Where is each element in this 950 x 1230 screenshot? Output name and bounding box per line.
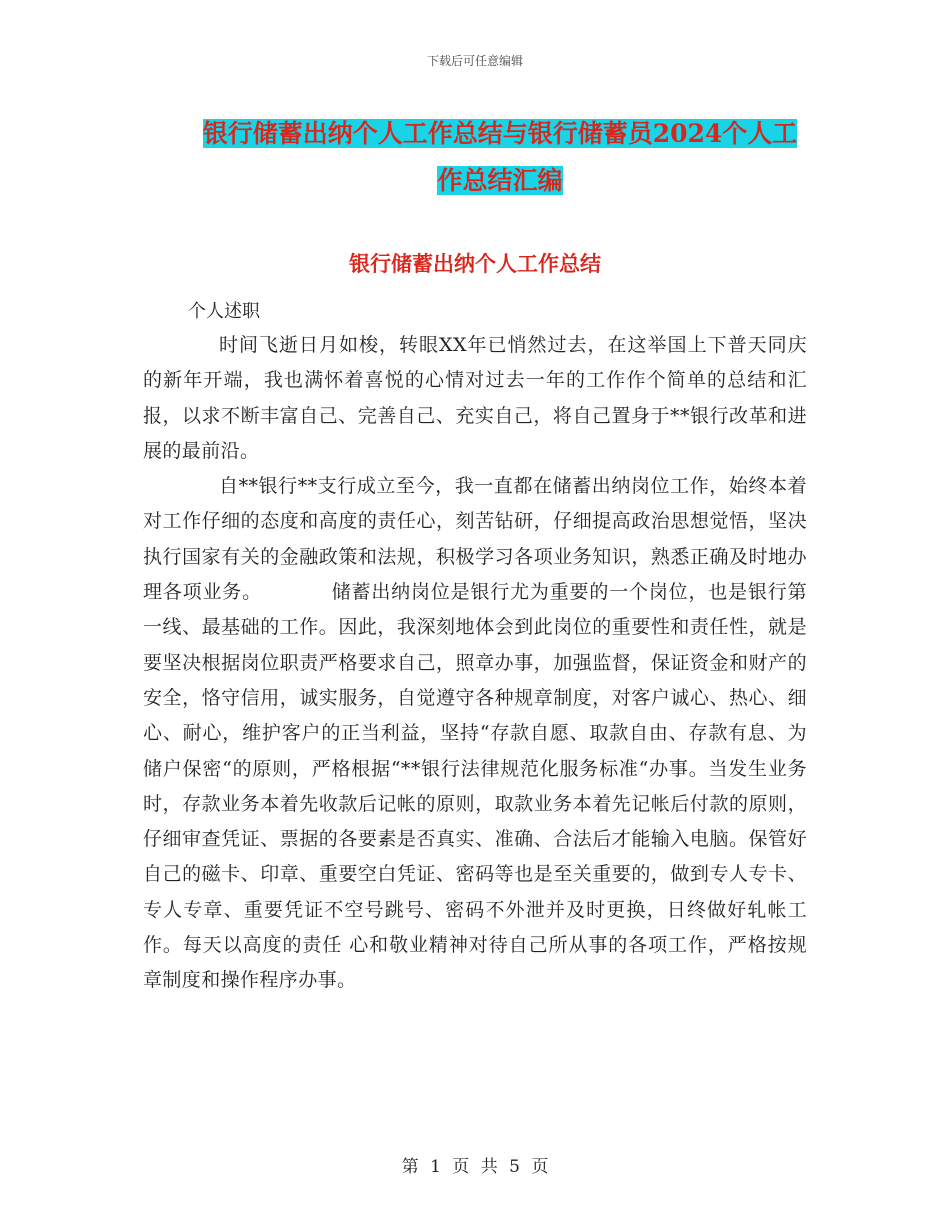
header-note: 下载后可任意编辑 — [426, 54, 523, 68]
paragraph-2: 自**银行**支行成立至今，我一直都在储蓄出纳岗位工作，始终本着对工作仔细的态度和高度的责任心，刻苦钻研，仔细提高政治思想觉悟，坚决执行国家有关的金融政策和法规，积极学习各项业务知识，熟悉正确及时地办理各项业务。 储蓄出纳岗位是银行尤为重要的一个岗位，也是银行第一线、最基础的工作。因此，我深刻地体会到此岗位的重要性和责任性，就是要坚决根据岗位职责严格要求自己，照章办事，加强监督，保证资金和财产的安全，恪守信用，诚实服务，自觉遵守各种规章制度，对客户诚心、热心、细心、耐心，维护客户的正当利益，坚持“存款自愿、取款自由、存款有息、为储户保密“的原则，严格根据“**银行法律规范化服务标准“办事。当发生业务时，存款业务本着先收款后记帐的原则，取款业务本着先记帐后付款的原则，仔细审查凭证、票据的各要素是否真实、准确、合法后才能输入电脑。保管好自己的磁卡、印章、重要空白凭证、密码等也是至关重要的，做到专人专卡、专人专章、重要凭证不空号跳号、密码不外泄并及时更换，日终做好轧帐工作。每天以高度的责任 心和敬业精神对待自己所从事的各项工作，严格按规章制度和操作程序办事。 — [143, 475, 807, 992]
paragraph-1: 时间飞逝日月如梭，转眼XX年已悄然过去，在这举国上下普天同庆的新年开端，我也满怀着喜悦的心情对过去一年的工作作个简单的总结和汇报，以求不断丰富自己、完善自己、充实自己，将自己置身于**银行改革和进展的最前沿。 — [143, 334, 807, 462]
page-number: 第 1 页 共 5 页 — [401, 1157, 549, 1177]
document-title-line-2: 作总结汇编 — [437, 166, 563, 195]
sub-heading: 个人述职 — [188, 301, 260, 322]
document-title — [140, 110, 860, 204]
section-title: 银行储蓄出纳个人工作总结 — [349, 251, 601, 276]
body-text — [143, 328, 807, 999]
document-title-line-1: 银行储蓄出纳个人工作总结与银行储蓄员2024个人工 — [202, 119, 798, 148]
